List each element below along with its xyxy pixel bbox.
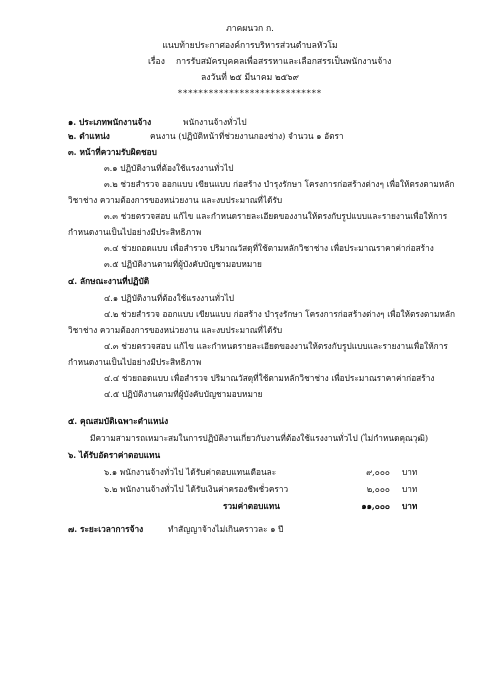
section-4-heading: ๔. ลักษณะงานที่ปฏิบัติ	[68, 276, 150, 286]
appendix-label: ภาคผนวก ก.	[226, 24, 274, 34]
section-1-value: พนักงานจ้างทั่วไป	[183, 117, 247, 127]
header-divider: ****************************	[177, 88, 323, 98]
total-unit: บาท	[402, 501, 418, 511]
section-4-item: กำหนดงานเป็นไปอย่างมีประสิทธิภาพ	[68, 357, 202, 367]
section-4-item: ๔.๒ ช่วยสำรวจ ออกแบบ เขียนแบบ ก่อสร้าง บำรุงรักษา โครงการก่อสร้างต่างๆ เพื่อให้ตรงตามหลัก	[104, 309, 456, 319]
subject-label: เรื่อง	[148, 57, 165, 67]
compensation-row-amount: ๒,๐๐๐	[366, 484, 390, 494]
section-2-label: ๒. ตำแหน่ง	[68, 131, 110, 141]
section-1-label: ๑. ประเภทพนักงานจ้าง	[68, 117, 152, 127]
section-7-label: ๗. ระยะเวลาการจ้าง	[68, 524, 144, 534]
section-4-item: ๔.๓ ช่วยตรวจสอบ แก้ไข และกำหนดรายละเอียดของงานให้ตรงกับรูปแบบและรายงานเพื่อให้การ	[104, 341, 448, 351]
section-4-item: ๔.๔ ช่วยถอดแบบ เพื่อสำรวจ ปริมาณวัสดุที่ใช้ตามหลักวิชาช่าง เพื่อประมาณราคาค่าก่อสร้าง	[104, 373, 435, 383]
subject-text: การรับสมัครบุคคลเพื่อสรรหาและเลือกสรรเป็นพนักงานจ้าง	[176, 57, 392, 67]
section-3-item: ๓.๓ ช่วยตรวจสอบ แก้ไข และกำหนดรายละเอียดของงานให้ตรงกับรูปแบบและรายงานเพื่อให้การ	[104, 211, 448, 221]
section-3-heading: ๓. หน้าที่ความรับผิดชอบ	[68, 147, 157, 157]
section-5-heading: ๕. คุณสมบัติเฉพาะตำแหน่ง	[68, 416, 169, 426]
compensation-row-amount: ๙,๐๐๐	[366, 467, 390, 477]
section-4-item: ๔.๕ ปฏิบัติงานตามที่ผู้บังคับบัญชามอบหมาย	[104, 389, 263, 399]
section-3-item: ๓.๕ ปฏิบัติงานตามที่ผู้บังคับบัญชามอบหมาย	[104, 259, 262, 269]
document-title: แนบท้ายประกาศองค์การบริหารส่วนตำบลหัวโม	[162, 41, 338, 51]
compensation-row-unit: บาท	[402, 484, 418, 494]
section-5-text: มีความสามารถเหมาะสมในการปฏิบัติงานเกี่ยวกับงานที่ต้องใช้แรงงานทั่วไป (ไม่กำหนดคุณวุฒิ)	[90, 433, 429, 443]
section-2-value: คนงาน (ปฏิบัติหน้าที่ช่วยงานกองช่าง) จำนวน ๑ อัตรา	[150, 131, 344, 141]
compensation-row-label: ๖.๒ พนักงานจ้างทั่วไป ได้รับเงินค่าครองชีพชั่วคราว	[104, 484, 289, 494]
compensation-row-unit: บาท	[402, 467, 418, 477]
total-label: รวมค่าตอบแทน	[223, 501, 280, 511]
section-3-item: กำหนดงานเป็นไปอย่างมีประสิทธิภาพ	[68, 227, 202, 237]
section-3-item: ๓.๔ ช่วยถอดแบบ เพื่อสำรวจ ปริมาณวัสดุที่ใช้ตามหลักวิชาช่าง เพื่อประมาณราคาค่าก่อสร้าง	[104, 243, 434, 253]
section-4-item: ๔.๑ ปฏิบัติงานที่ต้องใช้แรงงานทั่วไป	[104, 293, 235, 303]
section-3-item: ๓.๒ ช่วยสำรวจ ออกแบบ เขียนแบบ ก่อสร้าง บำรุงรักษา โครงการก่อสร้างต่างๆ เพื่อให้ตรงตามหลัก	[104, 179, 455, 189]
section-3-item: วิชาช่าง ความต้องการของหน่วยงาน และงบประมาณที่ได้รับ	[68, 195, 283, 205]
section-4-item: วิชาช่าง ความต้องการของหน่วยงาน และงบประมาณที่ได้รับ	[68, 325, 283, 335]
compensation-row-label: ๖.๑ พนักงานจ้างทั่วไป ได้รับค่าตอบแทนเดือนละ	[104, 467, 277, 477]
total-amount: ๑๑,๐๐๐	[361, 501, 390, 511]
section-7-value: ทำสัญญาจ้างไม่เกินคราวละ ๑ ปี	[168, 524, 284, 534]
section-3-item: ๓.๑ ปฏิบัติงานที่ต้องใช้แรงงานทั่วไป	[104, 163, 234, 173]
document-date: ลงวันที่ ๒๕ มีนาคม ๒๕๖๙	[201, 73, 299, 83]
section-6-heading: ๖. ได้รับอัตราค่าตอบแทน	[68, 450, 161, 460]
